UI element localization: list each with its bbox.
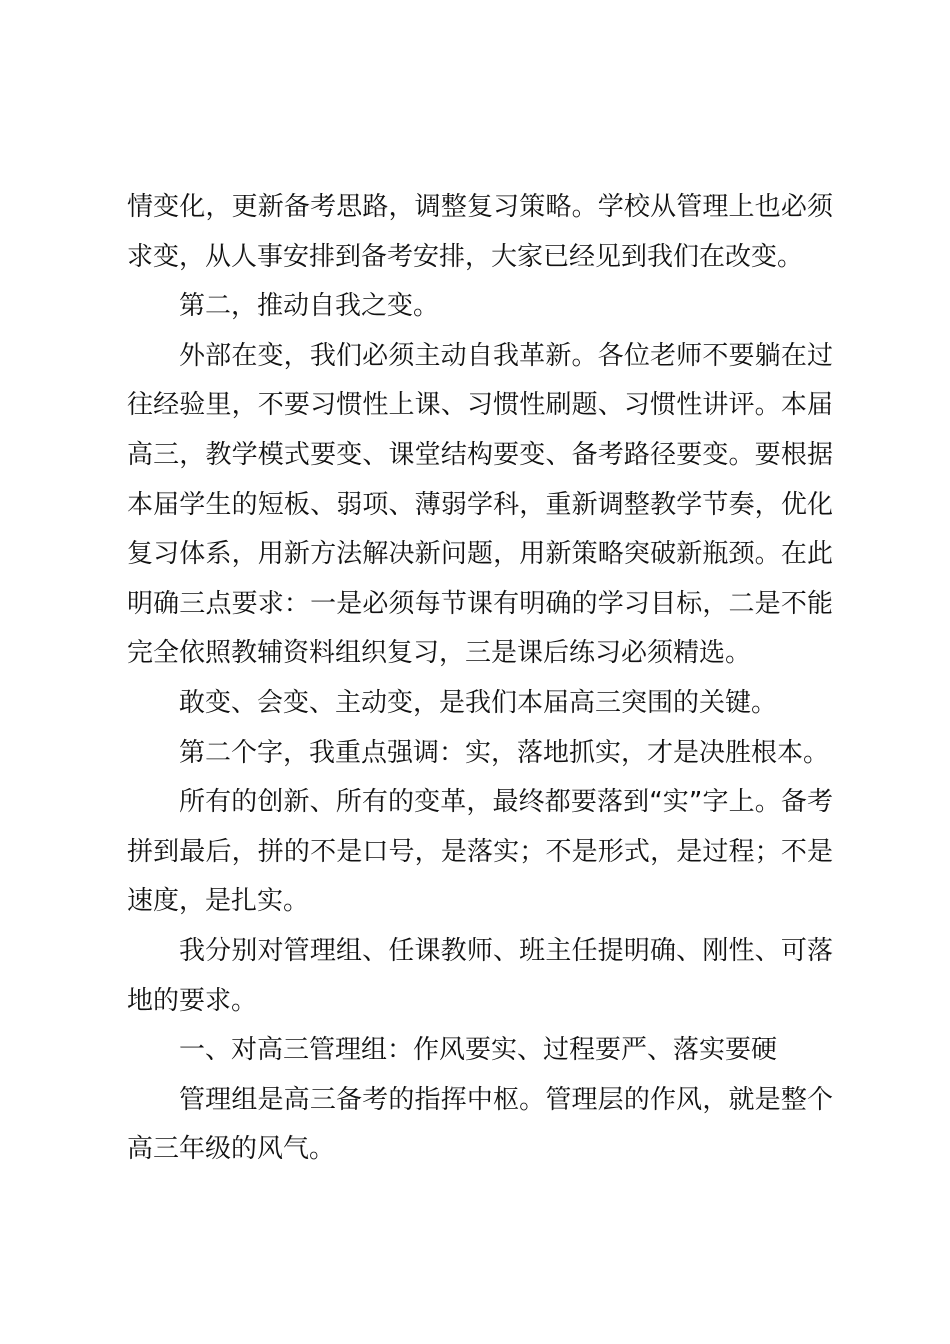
paragraph-heading-second: 第二，推动自我之变。 [179,291,440,322]
section-heading-management: 一、对高三管理组：作风要实、过程要严、落实要硬 [179,1035,778,1066]
paragraph-second-word: 第二个字，我重点强调：实，落地抓实，才是决胜根本。 [179,737,830,768]
paragraph-management-role: 管理组是高三备考的指挥中枢。管理层的作风，就是整个高三年级的风气。 [127,1084,833,1165]
paragraph-implementation: 所有的创新、所有的变革，最终都要落到“实”字上。备考拼到最后，拼的不是口号，是落实；不是形式，是过程；不是速度，是扎实。 [127,787,833,917]
document-body [127,183,833,1175]
paragraph-self-change: 外部在变，我们必须主动自我革新。各位老师不要躺在过往经验里，不要习惯性上课、习惯性刷题、习惯性讲评。本届高三，教学模式要变、课堂结构要变、备考路径要变。要根据本届学生的短板、弱项、薄弱学科，重新调整教学节奏，优化复习体系，用新方法解决新问题，用新策略突破新瓶颈。在此明确三点要求：一是必须每节课有明确的学习目标，二是不能完全依照教辅资料组织复习，三是课后练习必须精选。 [127,340,833,669]
paragraph-continuation: 情变化，更新备考思路，调整复习策略。学校从管理上也必须求变，从人事安排到备考安排，大家已经见到我们在改变。 [127,192,833,272]
paragraph-key-breakthrough: 敢变、会变、主动变，是我们本届高三突围的关键。 [179,687,778,718]
paragraph-requirements-intro: 我分别对管理组、任课教师、班主任提明确、刚性、可落地的要求。 [127,935,833,1016]
